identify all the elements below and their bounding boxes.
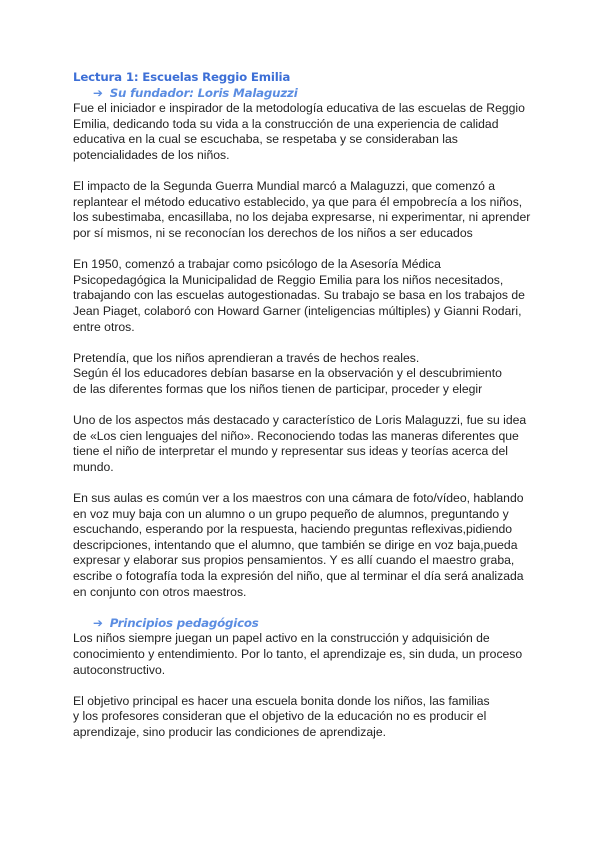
- paragraph-line: y los profesores consideran que el objetivo de la educación no es producir el: [73, 709, 487, 724]
- paragraph-spacer: [73, 164, 533, 180]
- paragraph-line: de las diferentes formas que los niños tienen de participar, proceder y elegir: [73, 381, 483, 396]
- paragraph-spacer: [73, 397, 533, 413]
- paragraph-spacer: [73, 678, 533, 694]
- paragraph: [73, 491, 533, 600]
- paragraph: [73, 101, 533, 163]
- paragraph-line: trabajando con las escuelas autogestionadas. Su trabajo se basa en los trabajos de: [73, 288, 525, 303]
- paragraph-line: Uno de los aspectos más destacado y característico de Loris Malaguzzi, fue su idea: [73, 413, 527, 428]
- paragraph-line: tiene el niño de interpretar el mundo y representar sus ideas y teorías acerca del: [73, 444, 508, 459]
- paragraph-line: Psicopedagógica la Municipalidad de Reggio Emilia para los niños necesitados,: [73, 272, 504, 287]
- paragraph-spacer: [73, 475, 533, 491]
- arrow-right-icon: ➔: [93, 615, 103, 630]
- paragraph-line: descripciones, intentando que el alumno, que también se dirige en voz baja,pueda: [73, 537, 518, 552]
- paragraph: [73, 351, 533, 398]
- paragraph-line: conocimiento y entendimiento. Por lo tanto, el aprendizaje es, sin duda, un proceso: [73, 646, 523, 661]
- paragraph-line: Fue el iniciador e inspirador de la metodología educativa de las escuelas de Reggio: [73, 101, 525, 116]
- paragraph-line: en conjunto con otros maestros.: [73, 584, 247, 599]
- section-heading-label: Principios pedagógicos: [109, 615, 259, 630]
- paragraph-line: potencialidades de los niños.: [73, 147, 230, 162]
- paragraph-line: En 1950, comenzó a trabajar como psicólogo de la Asesoría Médica: [73, 257, 441, 272]
- paragraph-line: por sí mismos, ni se reconocían los derechos de los niños a ser educados: [73, 225, 473, 240]
- paragraph-line: El impacto de la Segunda Guerra Mundial marcó a Malaguzzi, que comenzó a: [73, 179, 496, 194]
- paragraph-line: replantear el método educativo establecido, ya que para él empobrecía a los niños,: [73, 194, 523, 209]
- spacer: [73, 600, 533, 616]
- paragraph-line: Pretendía, que los niños aprendieran a través de hechos reales.: [73, 350, 420, 365]
- paragraph-line: Los niños siempre juegan un papel activo en la construcción y adquisición de: [73, 631, 490, 646]
- paragraph-line: los subestimaba, encasillaba, no los dejaba expresarse, ni experimentar, ni aprender: [73, 210, 531, 225]
- paragraph-line: de «Los cien lenguajes del niño». Reconociendo todas las maneras diferentes que: [73, 428, 519, 443]
- document-title: Lectura 1: Escuelas Reggio Emilia: [73, 70, 291, 84]
- section-heading-founder: [93, 86, 533, 102]
- paragraph: [73, 694, 533, 741]
- paragraph: [73, 179, 533, 241]
- arrow-right-icon: ➔: [93, 85, 103, 100]
- paragraph: [73, 257, 533, 335]
- paragraph-line: El objetivo principal es hacer una escuela bonita donde los niños, las familias: [73, 693, 490, 708]
- section-heading-label: Su fundador: Loris Malaguzzi: [109, 85, 298, 100]
- paragraph-line: aprendizaje, sino producir las condiciones de aprendizaje.: [73, 724, 387, 739]
- paragraph: [73, 413, 533, 475]
- section-heading-principles: [93, 616, 533, 632]
- paragraph-spacer: [73, 242, 533, 258]
- paragraph-line: En sus aulas es común ver a los maestros con una cámara de foto/vídeo, hablando: [73, 491, 524, 506]
- paragraph-line: autoconstructivo.: [73, 662, 166, 677]
- paragraph-line: mundo.: [73, 459, 114, 474]
- paragraph-line: escuchando, esperando por la respuesta, haciendo preguntas reflexivas,pidiendo: [73, 522, 513, 537]
- paragraph-line: Emilia, dedicando toda su vida a la construcción de una experiencia de calidad: [73, 116, 499, 131]
- paragraph-line: educativa en la cual se escuchaba, se respetaba y se consideraban las: [73, 132, 458, 147]
- paragraph-line: Según él los educadores debían basarse en la observación y el descubrimiento: [73, 366, 502, 381]
- section-principles-body: [73, 631, 533, 740]
- section-founder-body: [73, 101, 533, 600]
- paragraph-line: entre otros.: [73, 319, 135, 334]
- paragraph-line: Jean Piaget, colaboró con Howard Garner (inteligencias múltiples) y Gianni Rodari,: [73, 303, 522, 318]
- paragraph: [73, 631, 533, 678]
- paragraph-line: expresar y elaborar sus propios pensamientos. Y es allí cuando el maestro graba,: [73, 553, 515, 568]
- paragraph-line: en voz muy baja con un alumno o un grupo pequeño de alumnos, preguntando y: [73, 506, 509, 521]
- document-body: [73, 70, 533, 741]
- paragraph-line: escribe o fotografía toda la expresión del niño, que al terminar el día será analizada: [73, 569, 524, 583]
- paragraph-spacer: [73, 335, 533, 351]
